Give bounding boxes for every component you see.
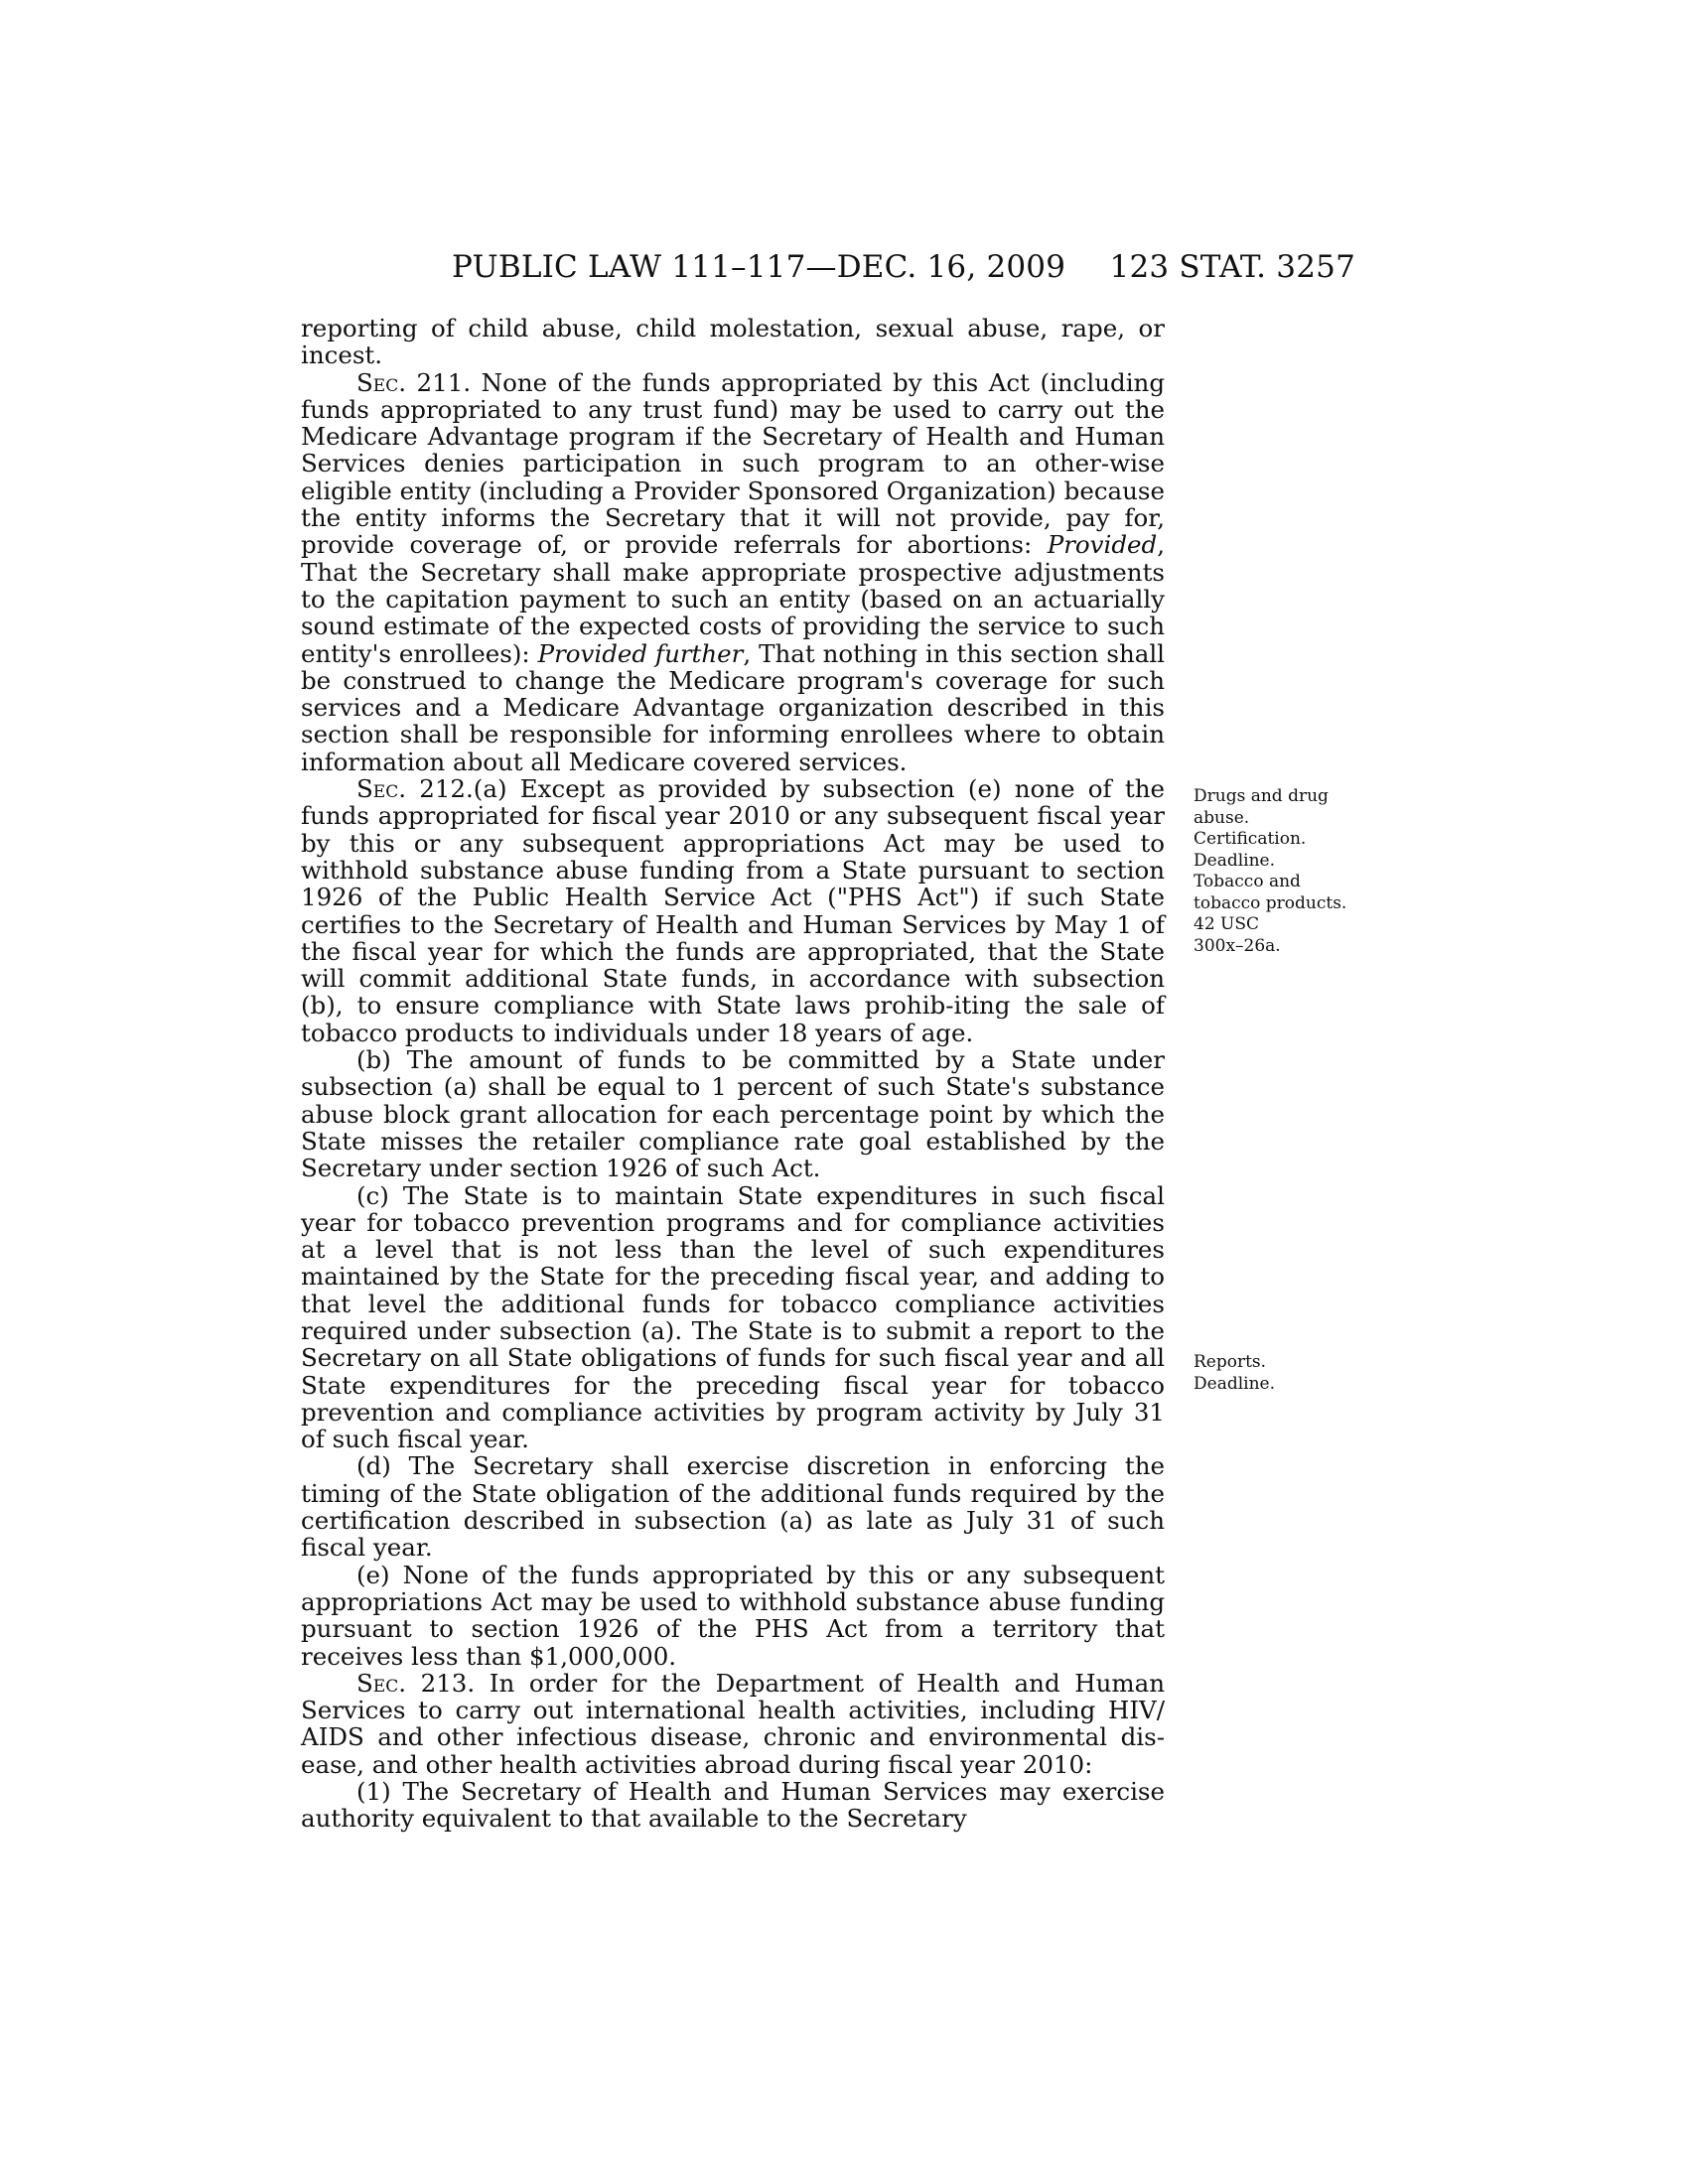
margin-note-sec-212: Drugs and drug abuse. Certification. Deadline. Tobacco and tobacco products. 42 USC 300x–26a. <box>1194 786 1347 956</box>
statute-page-number: 123 STAT. 3257 <box>1109 249 1355 285</box>
paragraph-sec-212c: (c) The State is to maintain State expenditures in such fiscal year for tobacco prevention programs and for compliance activities at a level that is not less than the level of such expenditures maintained by the State for the preceding fiscal year, and adding to that level the additional funds for tobacco compliance activities required under subsection (a). The State is to submit a report to the Secretary on all State obligations of funds for such fiscal year and all State expenditures for the preceding fiscal year for tobacco prevention and compliance activities by program activity by July 31 of such fiscal year. <box>301 1180 1165 1454</box>
paragraph-sec-212d: (d) The Secretary shall exercise discretion in enforcing the timing of the State obligation of the additional funds required by the certification described in subsection (a) as late as July 31 of such fiscal year. <box>301 1451 1165 1563</box>
paragraph-sec-212b: (b) The amount of funds to be committed by a State under subsection (a) shall be equal to 1 percent of such State's substance abuse block grant allocation for each percentage point by which the State misses the retailer compliance rate goal established by the Secretary under section 1926 of such Act. <box>301 1045 1165 1183</box>
paragraph-sec-212a: Sec. 212.(a) Except as provided by subsection (e) none of the funds appropriated for fiscal year 2010 or any subsequent fiscal year by this or any subsequent appropriations Act may be used to withhold substance abuse funding from a State pursuant to section 1926 of the Public Health Service Act ("PHS Act") if such State certifies to the Secretary of Health and Human Services by May 1 of the fiscal year for which the funds are appropriated, that the State will commit additional State funds, in accordance with subsection (b), to ensure compliance with State laws prohib-iting the sale of tobacco products to individuals under 18 years of age. <box>301 774 1165 1047</box>
section-label: Sec. <box>356 1668 406 1698</box>
proviso-term: Provided <box>1047 530 1158 560</box>
page-header <box>452 249 1355 289</box>
document-body <box>301 315 1165 1833</box>
running-head-title: PUBLIC LAW 111–117—DEC. 16, 2009 <box>452 249 1066 285</box>
paragraph-sec-212e: (e) None of the funds appropriated by this or any subsequent appropriations Act may be used to withhold substance abuse funding pursuant to section 1926 of the PHS Act from a territory that receives less than $1,000,000. <box>301 1560 1165 1671</box>
section-label: Sec. <box>356 367 406 397</box>
margin-note-reports: Reports. Deadline. <box>1194 1352 1275 1394</box>
paragraph-sec-211: Sec. 211. None of the funds appropriated by this Act (including funds appropriated to any trust fund) may be used to carry out the Medicare Advantage program if the Secretary of Health and Human Services denies participation in such program to an other-wise eligible entity (including a Provider Sponsored Organization) because the entity informs the Secretary that it will not provide, pay for, provide coverage of, or provide referrals for abortions: Provided, That the Secretary shall make appropriate prospective adjustments to the capitation payment to such an entity (based on an actuarially sound estimate of the expected costs of providing the service to such entity's enrollees): Provided further, That nothing in this section shall be construed to change the Medicare program's coverage for such services and a Medicare Advantage organization described in this section shall be responsible for informing enrollees where to obtain information about all Medicare covered services. <box>301 367 1166 776</box>
paragraph-sec-213-1: (1) The Secretary of Health and Human Services may exercise authority equivalent to that available to the Secretary <box>301 1777 1165 1834</box>
section-label: Sec. <box>356 774 406 804</box>
proviso-term: Provided further <box>537 638 744 668</box>
paragraph-sec-213: Sec. 213. In order for the Department of Health and Human Services to carry out international health activities, including HIV/ AIDS and other infectious disease, chronic and environmental dis-ease, and other health activities abroad during fiscal year 2010: <box>301 1668 1165 1779</box>
paragraph-continuation: reporting of child abuse, child molestation, sexual abuse, rape, or incest. <box>301 314 1165 370</box>
